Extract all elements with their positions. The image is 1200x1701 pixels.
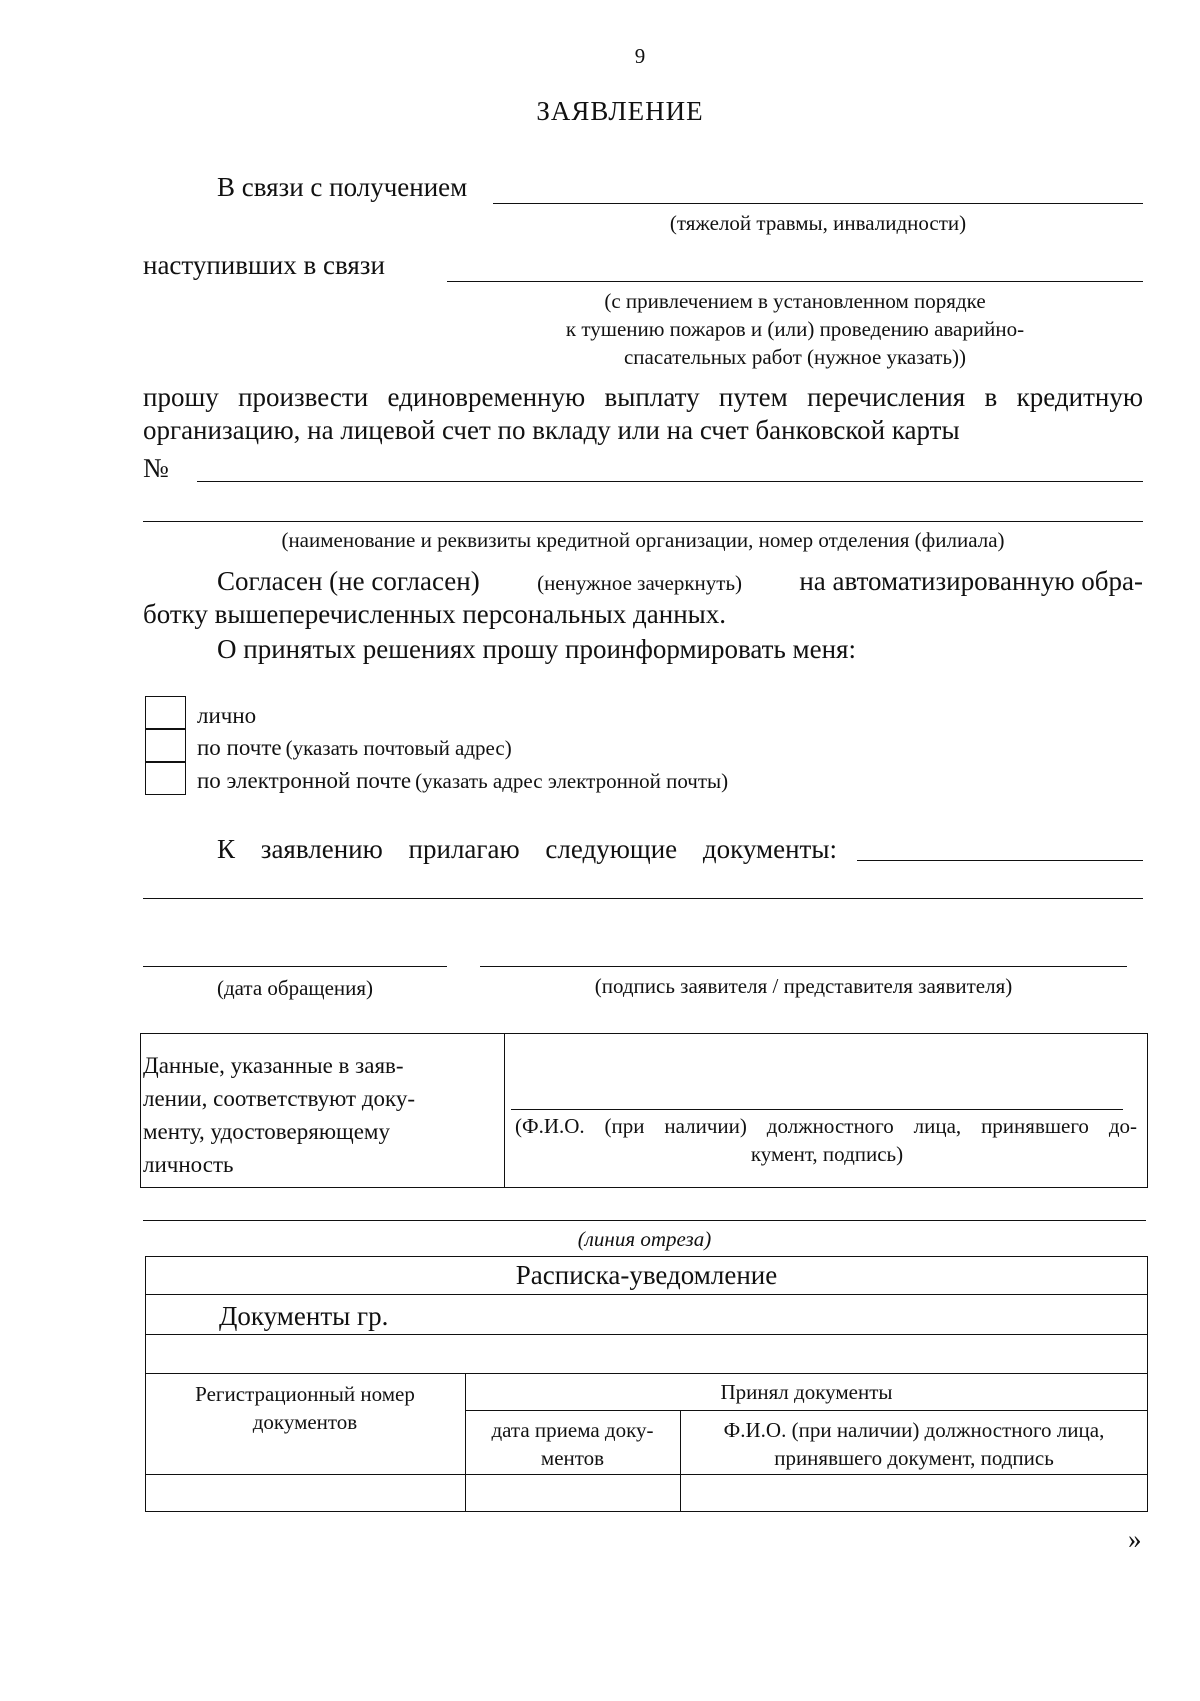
verification-text-line: Данные, указанные в заяв- — [143, 1053, 404, 1078]
option-post — [197, 735, 512, 761]
official-header-line: принявшего документ, подпись — [774, 1446, 1054, 1470]
page-number: 9 — [634, 44, 646, 68]
consent-line-2: ботку вышеперечисленных персональных данных. — [143, 599, 727, 629]
consent-part-1: Согласен (не согласен) — [217, 566, 480, 596]
option-email-note: (указать адрес электронной почты) — [415, 769, 729, 793]
reg-number-header-line: документов — [252, 1410, 358, 1434]
injury-label: В связи с получением — [217, 172, 468, 202]
verification-text-line: менту, удостоверяющему — [143, 1119, 390, 1144]
accepted-header: Принял документы — [720, 1380, 893, 1404]
receipt-docs-label: Документы гр. — [219, 1301, 389, 1331]
accept-date-header-line: дата приема доку- — [491, 1418, 654, 1442]
consent-line-1 — [217, 566, 1143, 597]
option-post-checkbox[interactable] — [145, 729, 186, 762]
bank-details-field[interactable] — [143, 521, 1143, 522]
verification-text — [143, 1049, 415, 1181]
option-email-checkbox[interactable] — [145, 762, 186, 795]
option-post-text: по почте — [197, 735, 282, 760]
official-header — [680, 1416, 1148, 1472]
official-header-line: Ф.И.О. (при наличии) должностного лица, — [723, 1418, 1105, 1442]
official-hint-2: кумент, подпись) — [750, 1142, 904, 1166]
attachments-field-1[interactable] — [857, 860, 1143, 861]
inform-label: О принятых решениях прошу проинформировать меня: — [217, 634, 856, 664]
reason-hint-2: к тушению пожаров и (или) проведению аварийно- — [565, 317, 1025, 341]
account-number-label: № — [143, 453, 169, 483]
receipt-row-divider — [145, 1373, 1148, 1374]
receipt-title: Расписка-уведомление — [515, 1260, 778, 1290]
option-email-text: по электронной почте — [197, 768, 412, 793]
option-in-person-text: лично — [197, 703, 257, 728]
reg-number-header — [145, 1380, 465, 1436]
reason-label: наступивших в связи — [143, 250, 385, 280]
accept-date-header — [465, 1416, 680, 1472]
official-hint-1: (Ф.И.О. (при наличии) должностного лица, принявшего до- — [515, 1114, 1137, 1138]
signature-hint: (подпись заявителя / представителя заявителя) — [594, 974, 1013, 998]
option-email — [197, 768, 728, 794]
reason-hint-3: спасательных работ (нужное указать)) — [623, 345, 967, 369]
receipt-row-divider — [145, 1334, 1148, 1335]
option-in-person — [197, 703, 256, 729]
date-hint: (дата обращения) — [216, 976, 374, 1000]
cut-line — [143, 1220, 1146, 1221]
date-field[interactable] — [143, 966, 447, 967]
verification-text-line: личность — [143, 1152, 234, 1177]
injury-hint: (тяжелой травмы, инвалидности) — [669, 211, 967, 235]
page-title: ЗАЯВЛЕНИЕ — [536, 96, 704, 126]
option-post-note: (указать почтовый адрес) — [285, 736, 512, 760]
consent-part-3: на автоматизированную обра- — [799, 566, 1143, 596]
bank-details-hint: (наименование и реквизиты кредитной организации, номер отделения (филиала) — [281, 528, 1005, 552]
request-text-1: прошу произвести единовременную выплату путем перечисления в кредитную — [143, 382, 1143, 412]
attachments-label: К заявлению прилагаю следующие документы: — [217, 834, 837, 864]
reason-hint-1: (с привлечением в установленном порядке — [604, 289, 986, 313]
receipt-row-divider — [465, 1410, 1148, 1411]
account-number-field[interactable] — [197, 481, 1143, 482]
reg-number-header-line: Регистрационный номер — [195, 1382, 415, 1406]
consent-part-2: (ненужное зачеркнуть) — [537, 571, 743, 595]
receipt-row-divider — [145, 1474, 1148, 1475]
accept-date-header-line: ментов — [540, 1446, 605, 1470]
injury-field[interactable] — [493, 203, 1143, 204]
official-signature-field[interactable] — [511, 1109, 1123, 1110]
request-text-2: организацию, на лицевой счет по вкладу или на счет банковской карты — [143, 415, 960, 445]
verification-divider — [504, 1033, 505, 1188]
verification-text-line: лении, соответствуют доку- — [143, 1086, 416, 1111]
reason-field[interactable] — [447, 281, 1143, 282]
cut-line-label: (линия отреза) — [577, 1227, 712, 1251]
option-in-person-checkbox[interactable] — [145, 696, 186, 729]
attachments-field-2[interactable] — [143, 898, 1143, 899]
closing-quote: » — [1128, 1524, 1142, 1554]
receipt-row-divider — [145, 1294, 1148, 1295]
signature-field[interactable] — [480, 966, 1127, 967]
